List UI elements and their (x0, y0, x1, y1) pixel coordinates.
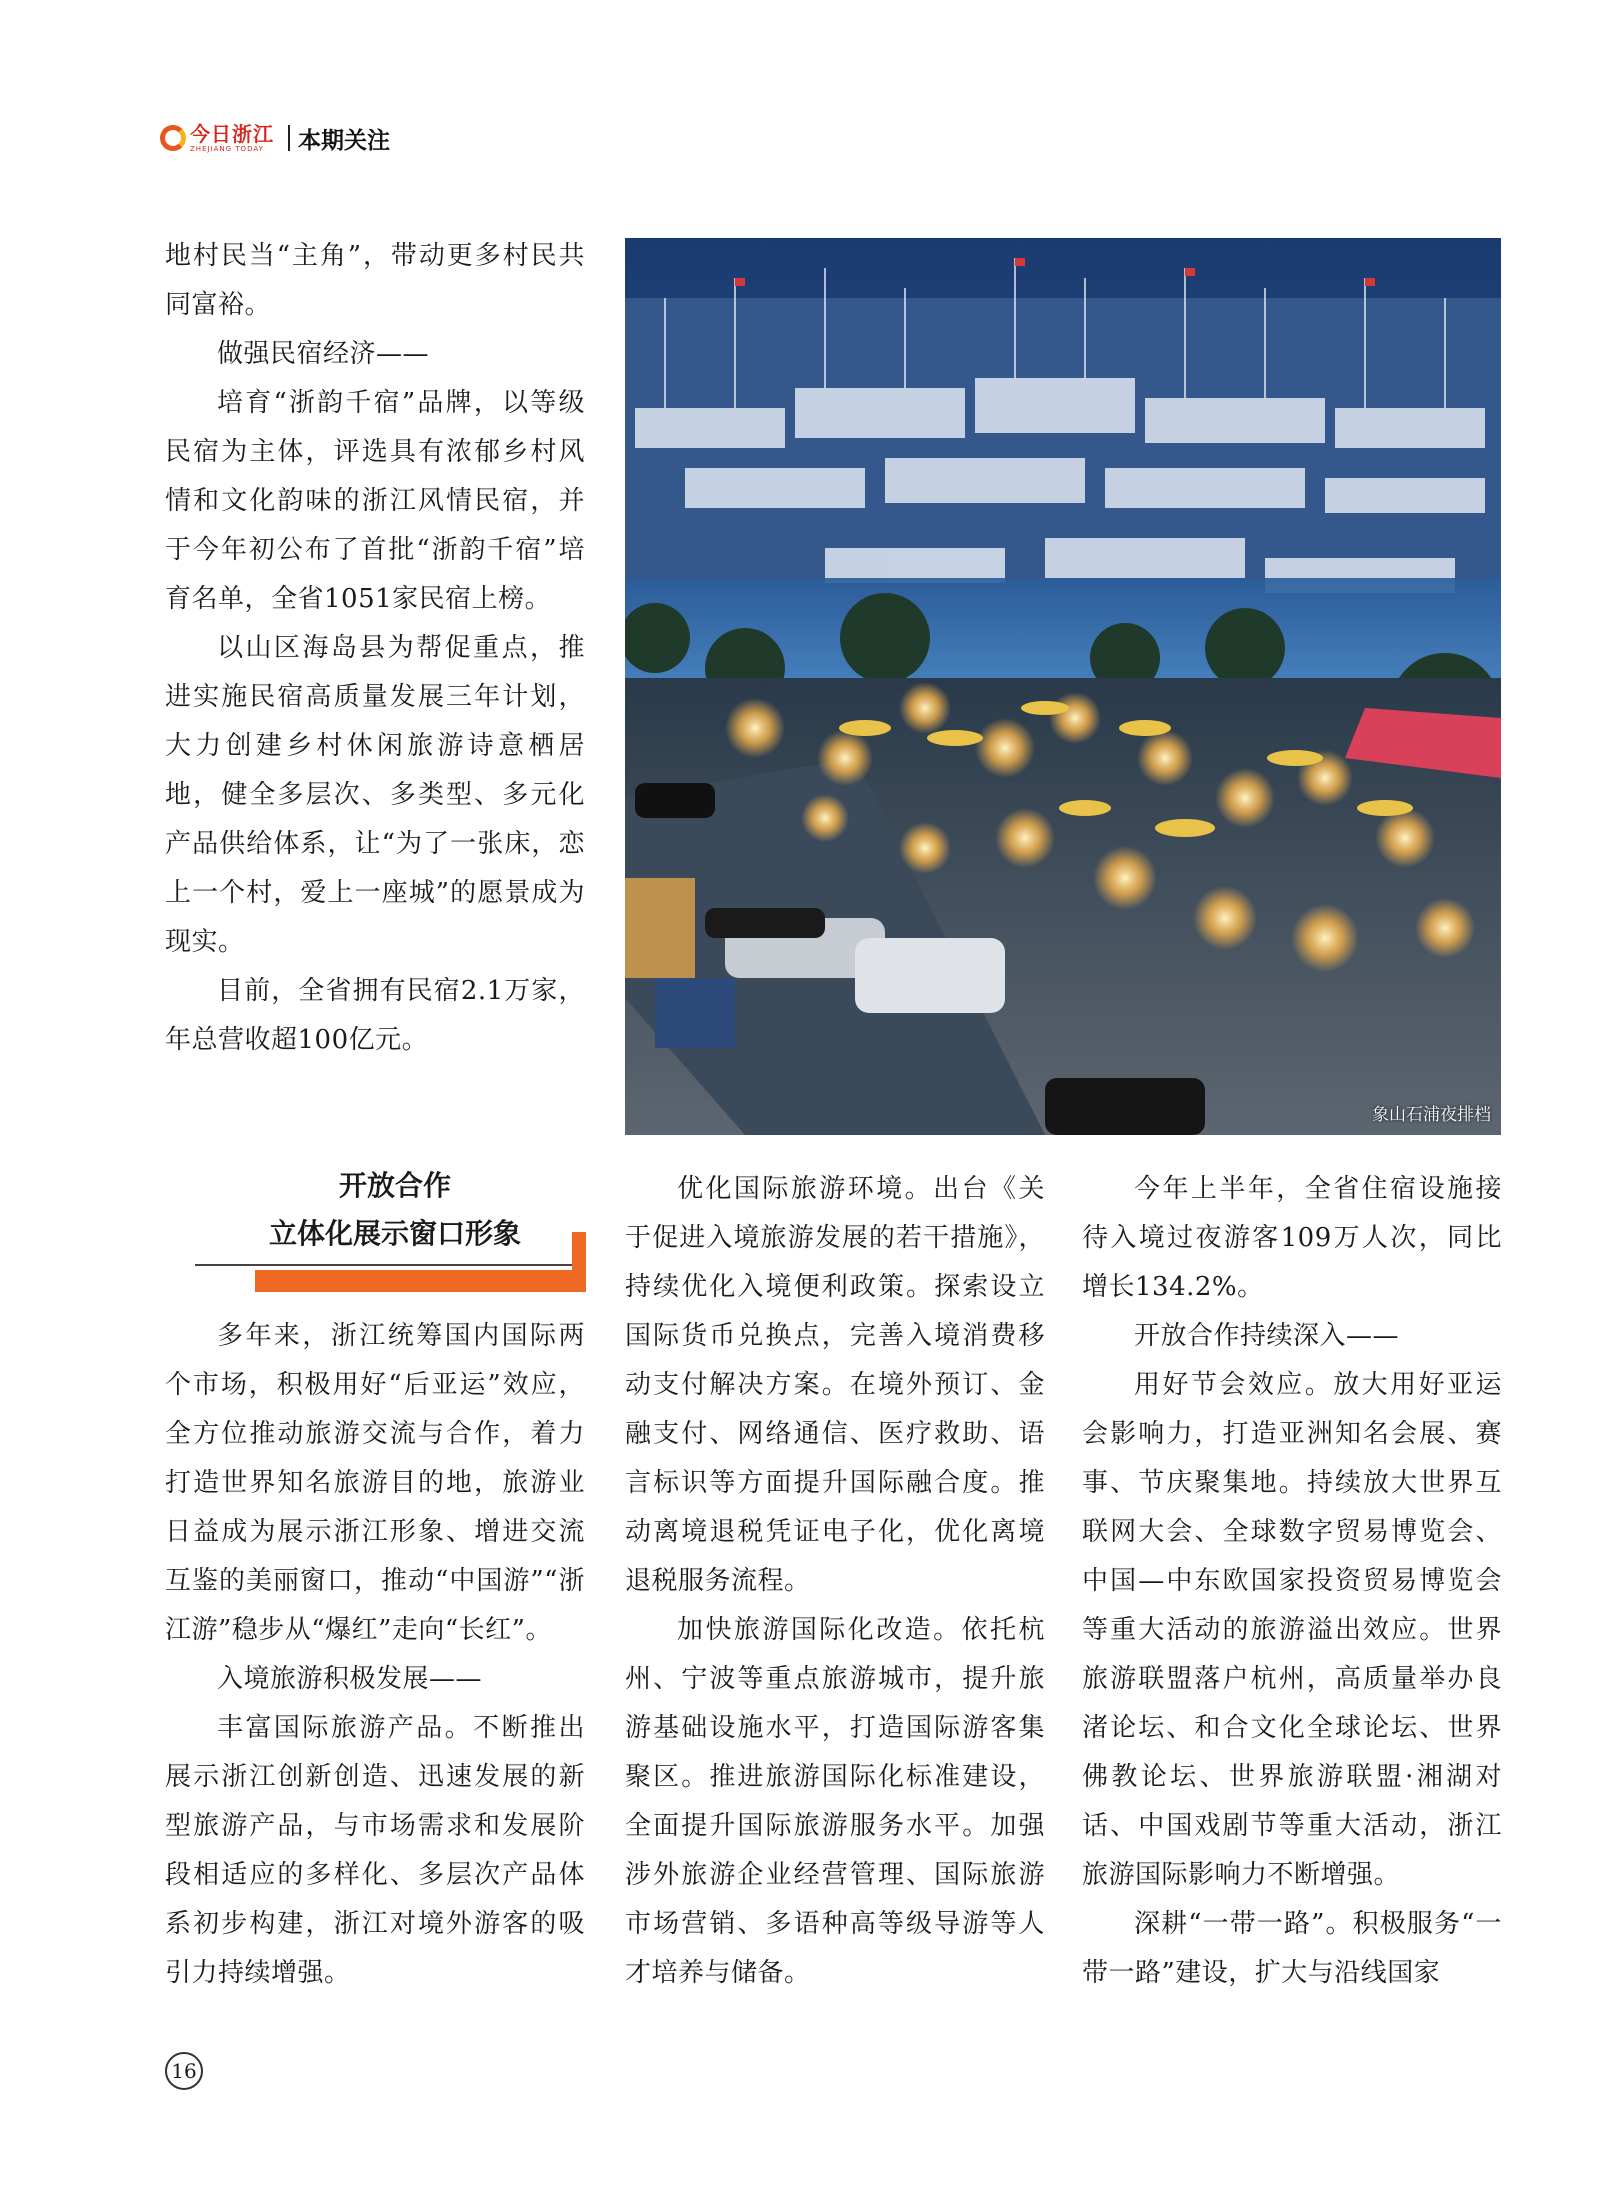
harbor-night-photo (625, 238, 1501, 1135)
paragraph: 优化国际旅游环境。出台《关于促进入境旅游发展的若干措施》，持续优化入境便利政策。探索设立国际货币兑换点，完善入境消费移动支付解决方案。在境外预订、金融支付、网络通信、医疗救助、语言标识等方面提升国际融合度。推动离境退税凭证电子化，优化离境退税服务流程。 (625, 1174, 1045, 1596)
paragraph: 开放合作持续深入—— (1134, 1321, 1400, 1351)
paragraph: 用好节会效应。放大用好亚运会影响力，打造亚洲知名会展、赛事、节庆聚集地。持续放大世界互联网大会、全球数字贸易博览会、中国—中东欧国家投资贸易博览会等重大活动的旅游溢出效应。世界旅游联盟落户杭州，高质量举办良渚论坛、和合文化全球论坛、世界佛教论坛、世界旅游联盟·湘湖对话、中国戏剧节等重大活动，浙江旅游国际影响力不断增强。 (1082, 1370, 1502, 1890)
paragraph: 地村民当“主角”，带动更多村民共同富裕。 (165, 241, 585, 320)
photo-illustration (625, 238, 1501, 1135)
paragraph: 入境旅游积极发展—— (217, 1664, 483, 1694)
logo-text: 今日浙江 (190, 121, 274, 146)
paragraph: 做强民宿经济—— (217, 339, 430, 369)
photo-caption: 象山石浦夜排档 (1372, 1105, 1491, 1125)
paragraph: 目前，全省拥有民宿2.1万家，年总营收超100亿元。 (165, 976, 585, 1055)
paragraph: 加快旅游国际化改造。依托杭州、宁波等重点旅游城市，提升旅游基础设施水平，打造国际游客集聚区。推进旅游国际化标准建设，全面提升国际旅游服务水平。加强涉外旅游企业经营管理、国际旅游市场营销、多语种高等级导游等人才培养与储备。 (625, 1615, 1045, 1988)
paragraph: 今年上半年，全省住宿设施接待入境过夜游客109万人次，同比增长134.2%。 (1082, 1174, 1502, 1302)
header-divider (288, 125, 290, 151)
column-1-bottom (165, 1312, 585, 1998)
heading-accent-bar (255, 1270, 585, 1292)
paragraph: 深耕“一带一路”。积极服务“一带一路”建设，扩大与沿线国家 (1082, 1909, 1502, 1988)
paragraph: 以山区海岛县为帮促重点，推进实施民宿高质量发展三年计划，大力创建乡村休闲旅游诗意栖居地，健全多层次、多类型、多元化产品供给体系，让“为了一张床，恋上一个村，爱上一座城”的愿景成为现实。 (165, 633, 585, 957)
heading-accent-corner (572, 1232, 586, 1292)
page-number: 16 (165, 2052, 203, 2090)
section-label: 本期关注 (298, 127, 390, 154)
column-3 (1082, 1165, 1502, 1998)
section-heading (195, 1162, 595, 1258)
column-2 (625, 1165, 1045, 1998)
column-1-top (165, 232, 585, 1065)
logo-icon (160, 125, 186, 151)
heading-rule (195, 1264, 585, 1266)
logo-subtext: ZHEJIANG TODAY (190, 144, 264, 153)
paragraph: 多年来，浙江统筹国内国际两个市场，积极用好“后亚运”效应，全方位推动旅游交流与合作，着力打造世界知名旅游目的地，旅游业日益成为展示浙江形象、增进交流互鉴的美丽窗口，推动“中国游”“浙江游”稳步从“爆红”走向“长红”。 (165, 1321, 585, 1645)
magazine-logo (160, 118, 278, 158)
page-header (160, 118, 390, 158)
paragraph: 丰富国际旅游产品。不断推出展示浙江创新创造、迅速发展的新型旅游产品，与市场需求和发展阶段相适应的多样化、多层次产品体系初步构建，浙江对境外游客的吸引力持续增强。 (165, 1713, 585, 1988)
heading-line-2: 立体化展示窗口形象 (268, 1217, 521, 1250)
heading-line-1: 开放合作 (338, 1169, 451, 1202)
paragraph: 培育“浙韵千宿”品牌，以等级民宿为主体，评选具有浓郁乡村风情和文化韵味的浙江风情民宿，并于今年初公布了首批“浙韵千宿”培育名单，全省1051家民宿上榜。 (165, 388, 585, 614)
